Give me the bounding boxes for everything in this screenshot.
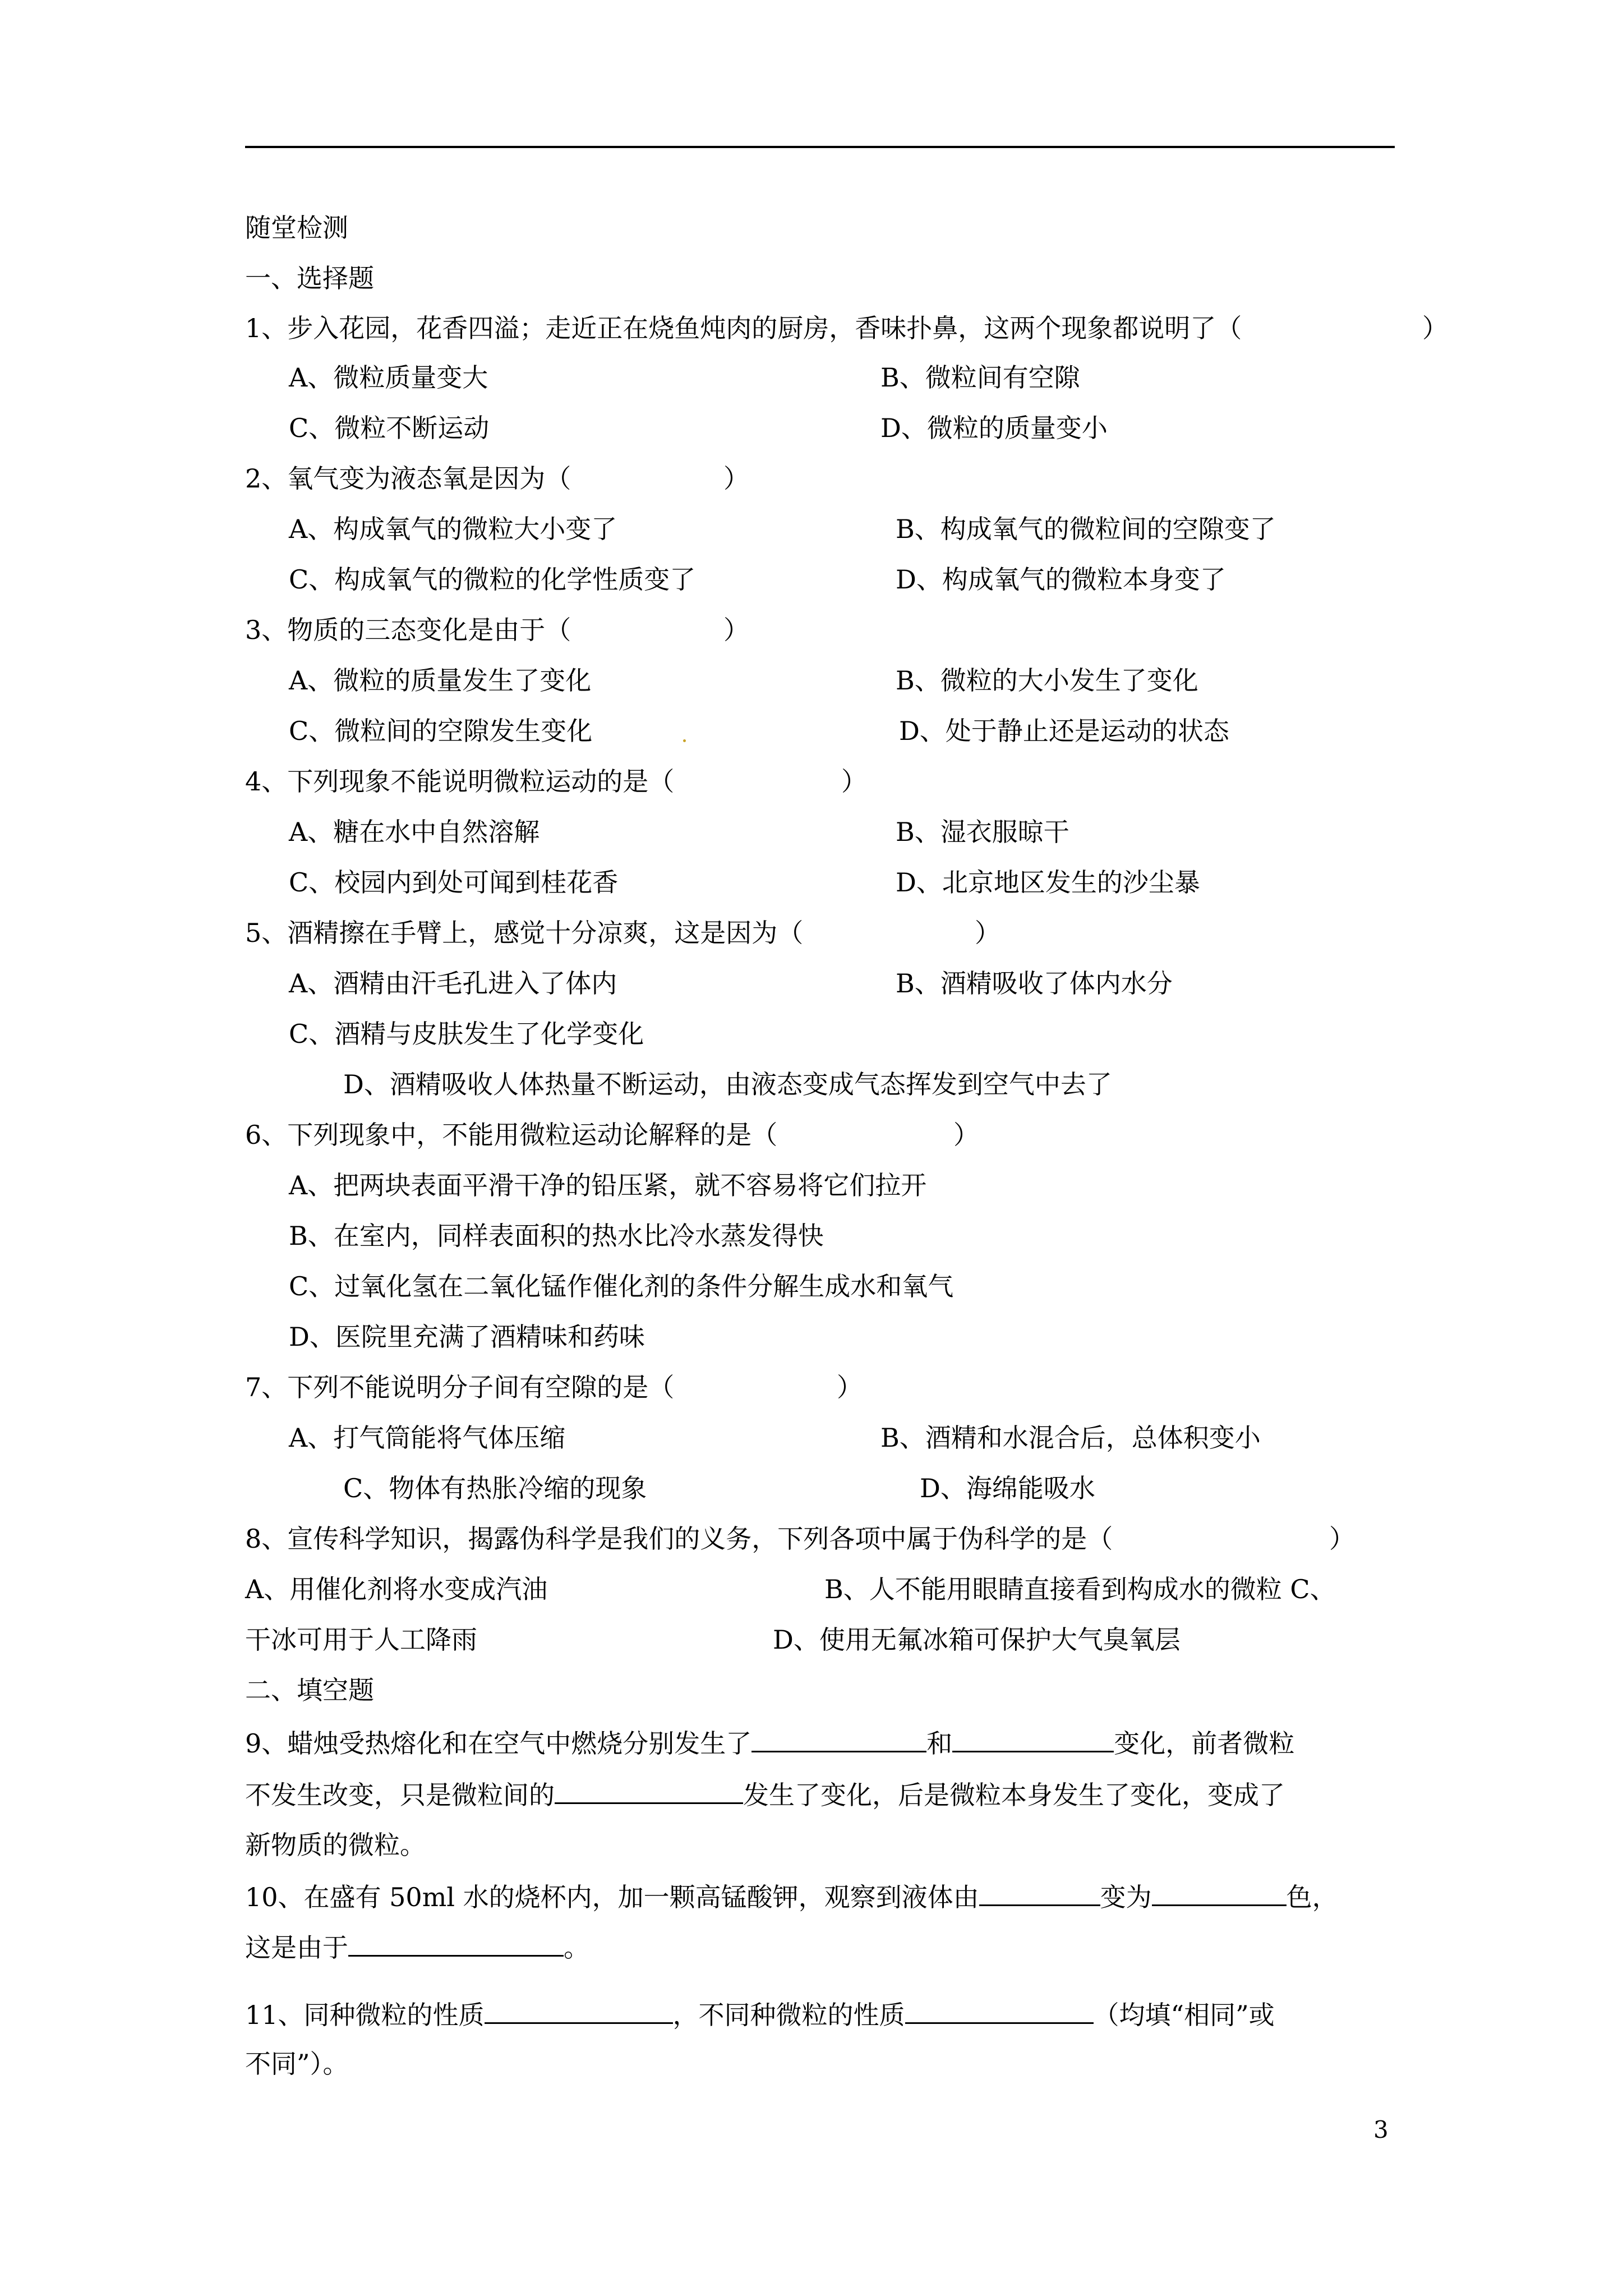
question-6-option-d: D、医院里充满了酒精味和药味 xyxy=(289,1322,645,1352)
question-1-close-paren: ） xyxy=(1422,313,1448,343)
question-11-line-1 xyxy=(245,1996,1275,2032)
answer-blank[interactable] xyxy=(555,1777,743,1804)
question-2-stem: 2、氧气变为液态氧是因为（ xyxy=(245,463,571,494)
question-6-close-paren: ） xyxy=(953,1120,979,1150)
part-1-heading: 一、选择题 xyxy=(245,263,374,293)
question-5-option-d: D、酒精吸收人体热量不断运动，由液态变成气态挥发到空气中去了 xyxy=(343,1069,1112,1099)
question-7-option-c: C、物体有热胀冷缩的现象 xyxy=(343,1473,647,1503)
question-2-option-c: C、构成氧气的微粒的化学性质变了 xyxy=(289,564,696,595)
question-3-option-c: C、微粒间的空隙发生变化 xyxy=(289,716,593,746)
page-number: 3 xyxy=(1373,2116,1389,2143)
question-8-option-a: A、用催化剂将水变成汽油 xyxy=(245,1574,548,1604)
answer-blank[interactable] xyxy=(952,1725,1114,1752)
question-9-text-5: 发生了变化，后是微粒本身发生了变化，变成了 xyxy=(743,1780,1285,1810)
answer-blank[interactable] xyxy=(348,1929,564,1957)
question-10-line-2 xyxy=(245,1929,589,1964)
question-4-option-b: B、湿衣服晾干 xyxy=(896,817,1069,847)
question-5-option-a: A、酒精由汗毛孔进入了体内 xyxy=(289,968,617,999)
question-1-option-a: A、微粒质量变大 xyxy=(289,362,488,393)
answer-blank[interactable] xyxy=(485,1996,673,2024)
answer-blank[interactable] xyxy=(1152,1879,1287,1906)
question-6-option-b: B、在室内，同样表面积的热水比冷水蒸发得快 xyxy=(289,1221,824,1251)
question-2-close-paren: ） xyxy=(723,463,749,494)
question-2-option-a: A、构成氧气的微粒大小变了 xyxy=(289,514,617,544)
answer-blank[interactable] xyxy=(905,1996,1094,2024)
question-8-option-c: 干冰可用于人工降雨 xyxy=(245,1625,477,1655)
question-4-stem: 4、下列现象不能说明微粒运动的是（ xyxy=(245,766,675,797)
question-11-text-1: 11、同种微粒的性质 xyxy=(245,2000,485,2030)
stray-dot-mark xyxy=(683,739,686,742)
question-10-text-1: 10、在盛有 50ml 水的烧杯内，加一颗高锰酸钾，观察到液体由 xyxy=(245,1882,979,1912)
question-5-option-c: C、酒精与皮肤发生了化学变化 xyxy=(289,1019,644,1049)
question-9-text-1: 9、蜡烛受热熔化和在空气中燃烧分别发生了 xyxy=(245,1728,752,1759)
question-5-option-b: B、酒精吸收了体内水分 xyxy=(896,968,1173,999)
question-1-option-c: C、微粒不断运动 xyxy=(289,413,490,443)
question-9-line-1 xyxy=(245,1725,1294,1760)
question-2-option-b: B、构成氧气的微粒间的空隙变了 xyxy=(896,514,1276,544)
question-7-option-b: B、酒精和水混合后，总体积变小 xyxy=(880,1423,1261,1453)
question-8-close-paren: ） xyxy=(1329,1524,1355,1554)
question-2-option-d: D、构成氧气的微粒本身变了 xyxy=(896,564,1226,595)
question-7-stem: 7、下列不能说明分子间有空隙的是（ xyxy=(245,1372,675,1402)
answer-blank[interactable] xyxy=(979,1879,1100,1906)
part-2-heading: 二、填空题 xyxy=(245,1675,374,1705)
question-8-option-d: D、使用无氟冰箱可保护大气臭氧层 xyxy=(773,1625,1181,1655)
question-3-stem: 3、物质的三态变化是由于（ xyxy=(245,615,571,645)
question-8-stem: 8、宣传科学知识，揭露伪科学是我们的义务，下列各项中属于伪科学的是（ xyxy=(245,1524,1113,1554)
question-7-close-paren: ） xyxy=(837,1372,863,1402)
question-9-line-3: 新物质的微粒。 xyxy=(245,1830,426,1860)
question-9-text-2: 和 xyxy=(926,1728,953,1759)
section-title: 随堂检测 xyxy=(245,213,348,243)
question-5-close-paren: ） xyxy=(975,918,1000,948)
question-7-option-a: A、打气筒能将气体压缩 xyxy=(289,1423,566,1453)
question-11-text-3: （均填“相同”或 xyxy=(1093,2000,1275,2030)
question-1-stem xyxy=(245,311,1242,345)
question-4-option-d: D、北京地区发生的沙尘暴 xyxy=(896,867,1200,898)
question-4-close-paren: ） xyxy=(841,766,867,797)
question-6-stem: 6、下列现象中，不能用微粒运动论解释的是（ xyxy=(245,1120,778,1150)
question-8-option-b: B、人不能用眼睛直接看到构成水的微粒 C、 xyxy=(824,1574,1336,1604)
question-10-text-4: 这是由于 xyxy=(245,1932,348,1963)
question-1-text: 1、步入花园，花香四溢；走近正在烧鱼炖肉的厨房，香味扑鼻，这两个现象都说明了（ xyxy=(245,313,1242,343)
question-11-line-2: 不同”）。 xyxy=(245,2049,349,2079)
question-4-option-c: C、校园内到处可闻到桂花香 xyxy=(289,867,619,898)
question-10-text-5: 。 xyxy=(564,1932,589,1963)
question-9-text-3: 变化，前者微粒 xyxy=(1114,1728,1295,1759)
answer-blank[interactable] xyxy=(751,1725,926,1752)
question-3-option-a: A、微粒的质量发生了变化 xyxy=(289,665,592,696)
question-10-line-1 xyxy=(245,1879,1338,1914)
question-3-option-d: D、处于静止还是运动的状态 xyxy=(899,716,1229,746)
question-1-option-d: D、微粒的质量变小 xyxy=(880,413,1108,443)
question-9-text-4: 不发生改变，只是微粒间的 xyxy=(245,1780,555,1810)
question-5-stem: 5、酒精擦在手臂上，感觉十分凉爽，这是因为（ xyxy=(245,918,804,948)
question-6-option-c: C、过氧化氢在二氧化锰作催化剂的条件分解生成水和氧气 xyxy=(289,1271,954,1301)
question-6-option-a: A、把两块表面平滑干净的铅压紧，就不容易将它们拉开 xyxy=(289,1170,927,1200)
question-1-option-b: B、微粒间有空隙 xyxy=(880,362,1080,393)
question-3-option-b: B、微粒的大小发生了变化 xyxy=(896,665,1198,696)
question-3-close-paren: ） xyxy=(723,615,749,645)
header-rule xyxy=(245,146,1395,148)
question-4-option-a: A、糖在水中自然溶解 xyxy=(289,817,540,847)
question-9-line-2 xyxy=(245,1777,1285,1812)
question-7-option-d: D、海绵能吸水 xyxy=(920,1473,1095,1503)
question-10-text-2: 变为 xyxy=(1100,1882,1152,1912)
question-11-text-2: ，不同种微粒的性质 xyxy=(672,2000,905,2030)
question-10-text-3: 色， xyxy=(1286,1882,1338,1912)
